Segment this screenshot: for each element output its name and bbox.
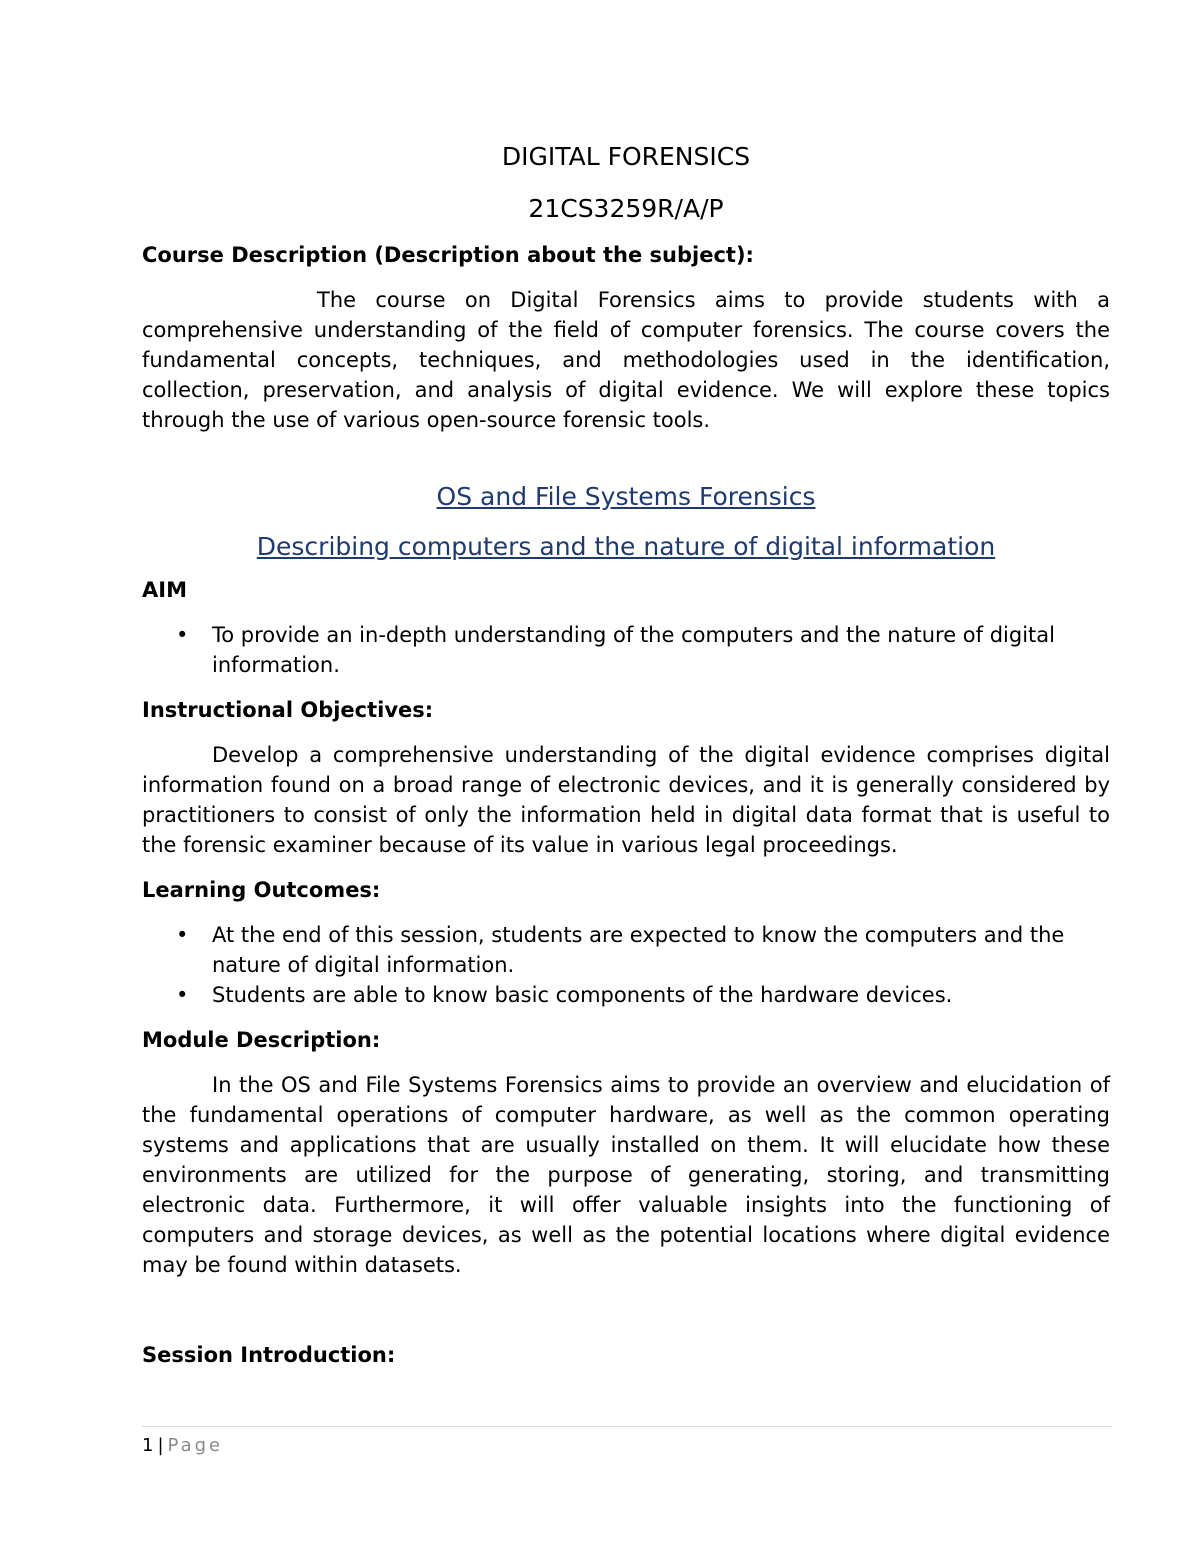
objectives-label: Instructional Objectives: <box>142 698 434 722</box>
page-content <box>142 140 1110 1370</box>
list-item <box>142 620 1110 680</box>
footer-separator: | <box>157 1435 164 1456</box>
session-label: Session Introduction: <box>142 1343 396 1367</box>
bullet-icon: • <box>176 983 189 1007</box>
outcome-bullet-text: At the end of this session, students are expected to know the computers and the nature of digital information. <box>212 923 1065 977</box>
module-label: Module Description: <box>142 1028 381 1052</box>
outcomes-list <box>142 920 1110 1010</box>
aim-bullet-text: To provide an in-depth understanding of the computers and the nature of digital information. <box>212 623 1055 677</box>
aim-label: AIM <box>142 578 187 602</box>
bullet-icon: • <box>176 923 189 947</box>
document-title: DIGITAL FORENSICS <box>501 142 751 171</box>
section-heading[interactable]: OS and File Systems Forensics <box>436 482 816 511</box>
outcomes-label: Learning Outcomes: <box>142 878 381 902</box>
module-text: In the OS and File Systems Forensics aims to provide an overview and elucidation of the fundamental operations of computer hardware, as well as the common operating systems and applications that are usually installed on them. It will elucidate how these environments are utilized for the purpose of generating, storing, and transmitting electronic data. Furthermore, it will offer valuable insights into the functioning of computers and storage devices, as well as the potential locations where digital evidence may be found within datasets. <box>142 1073 1110 1277</box>
course-description-text: The course on Digital Forensics aims to provide students with a comprehensive understanding of the field of computer forensics. The course covers the fundamental concepts, techniques, and methodologies used in the identification, collection, preservation, and analysis of digital evidence. We will explore these topics through the use of various open-source forensic tools. <box>142 288 1110 432</box>
page-number: 1 <box>142 1435 154 1456</box>
footer-divider <box>142 1426 1112 1427</box>
course-description-label: Course Description (Description about the subject): <box>142 243 754 267</box>
course-code: 21CS3259R/A/P <box>528 194 724 223</box>
outcome-bullet-text: Students are able to know basic components of the hardware devices. <box>212 983 953 1007</box>
bullet-icon: • <box>176 623 189 647</box>
page-footer <box>142 1434 223 1458</box>
page-word: Page <box>167 1435 224 1456</box>
list-item <box>142 980 1110 1010</box>
topic-heading[interactable]: Describing computers and the nature of digital information <box>256 532 996 561</box>
aim-list <box>142 620 1110 680</box>
objectives-text: Develop a comprehensive understanding of the digital evidence comprises digital information found on a broad range of electronic devices, and it is generally considered by practitioners to consist of only the information held in digital data format that is useful to the forensic examiner because of its value in various legal proceedings. <box>142 743 1110 857</box>
list-item <box>142 920 1110 980</box>
